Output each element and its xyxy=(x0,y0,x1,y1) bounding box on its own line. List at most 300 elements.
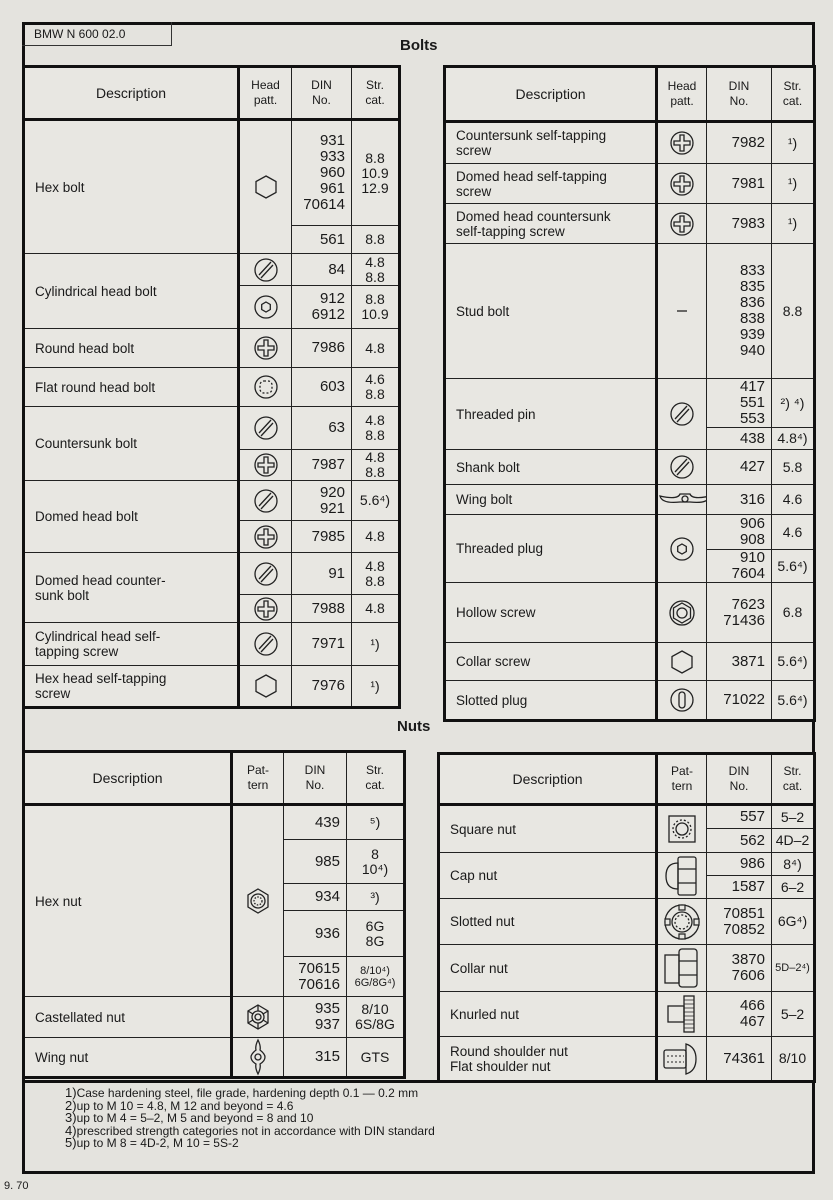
strength-category: 8.8 xyxy=(782,302,803,319)
strength-category-cell xyxy=(772,992,815,1037)
din-number-cell xyxy=(292,286,352,329)
header-line: Str. xyxy=(783,764,802,778)
description-cell xyxy=(24,1038,232,1078)
description-line: Domed head bolt xyxy=(35,509,138,524)
description-line: screw xyxy=(456,143,492,158)
description-line: Cap nut xyxy=(450,868,498,883)
description-cell xyxy=(439,1037,657,1082)
pattern-cell xyxy=(239,407,292,450)
pattern-cell xyxy=(239,286,292,329)
din-number-cell xyxy=(707,1037,772,1082)
strength-category-cell xyxy=(352,595,400,623)
din-number: 906 xyxy=(739,515,765,532)
strength-category-cell xyxy=(352,226,400,254)
castellated-icon xyxy=(245,1008,271,1025)
pattern-cell xyxy=(239,368,292,407)
din-number: 7604 xyxy=(731,565,765,582)
phillips-icon xyxy=(253,339,279,356)
description-cell xyxy=(439,853,657,899)
din-number: 74361 xyxy=(723,1049,765,1067)
din-number-cell xyxy=(707,805,772,829)
hex-icon xyxy=(669,653,695,670)
phillips-icon xyxy=(253,528,279,545)
description-line: Castellated nut xyxy=(35,1009,126,1025)
description-cell xyxy=(445,681,657,721)
knurled-nut-icon xyxy=(664,1005,700,1022)
header-line: cat. xyxy=(365,93,385,107)
pattern-cell xyxy=(239,666,292,708)
strength-category: 5.6⁴) xyxy=(359,492,391,508)
pattern-header xyxy=(239,67,292,120)
din-number: 3870 xyxy=(731,951,765,968)
slot-pill-icon xyxy=(669,691,695,708)
description-cell xyxy=(439,899,657,945)
strength-category: 8.8 xyxy=(365,427,385,443)
din-number-cell xyxy=(292,595,352,623)
description-cell xyxy=(445,379,657,450)
square-nut-icon xyxy=(667,820,697,837)
description-line: Cylindrical head bolt xyxy=(35,283,157,299)
din-number-cell xyxy=(707,244,772,379)
description-line: Countersunk bolt xyxy=(35,436,138,451)
strength-category-cell xyxy=(772,876,815,899)
strength-category-cell xyxy=(772,379,815,428)
din-number: 71436 xyxy=(723,611,765,629)
description-line: Domed head counter- xyxy=(35,572,166,588)
din-number: 910 xyxy=(739,549,765,566)
strength-category-cell xyxy=(352,450,400,481)
strength-category: 6G⁴) xyxy=(777,913,808,929)
header-line: cat. xyxy=(782,779,803,793)
din-number: 7976 xyxy=(311,677,345,694)
din-number: 7982 xyxy=(731,134,765,151)
strength-category-cell xyxy=(772,428,815,450)
strength-category-cell xyxy=(347,840,405,884)
table-row xyxy=(24,368,400,407)
din-number: 1587 xyxy=(731,878,765,895)
din-number-cell xyxy=(707,550,772,583)
header-line: cat. xyxy=(365,778,385,792)
header-line: Str. xyxy=(783,79,802,93)
strength-category-cell xyxy=(352,329,400,368)
description-line: Domed head countersunk xyxy=(456,208,611,224)
footnote-number: 3) xyxy=(65,1110,77,1125)
strength-category: ¹) xyxy=(787,175,798,191)
strength-category-cell xyxy=(772,550,815,583)
footnote-text: up to M 4 = 5–2, M 5 and beyond = 8 and 10 xyxy=(76,1111,314,1125)
din-number: 912 xyxy=(319,290,345,307)
table-row xyxy=(445,204,815,244)
strength-category: 5.6⁴) xyxy=(777,691,808,708)
din-number: 70851 xyxy=(723,904,765,922)
strength-category: 10⁴) xyxy=(361,860,389,877)
din-number-cell xyxy=(284,997,347,1038)
din-number-cell xyxy=(707,829,772,853)
socket-icon xyxy=(669,540,695,557)
description-cell xyxy=(445,244,657,379)
strength-category: 8 xyxy=(371,845,379,862)
description-cell xyxy=(445,450,657,485)
document-id: BMW N 600 02.0 xyxy=(22,22,172,46)
strength-category: 5–2 xyxy=(780,808,805,825)
din-number-cell xyxy=(292,407,352,450)
din-number-cell xyxy=(284,957,347,997)
din-number: 985 xyxy=(314,852,340,870)
pattern-cell xyxy=(239,329,292,368)
din-number: 7988 xyxy=(311,599,345,617)
header-line: tern xyxy=(247,778,269,792)
din-number: 920 xyxy=(319,483,345,501)
description-cell xyxy=(24,666,239,708)
header-line: No. xyxy=(305,778,325,792)
din-number-cell xyxy=(707,876,772,899)
table-row xyxy=(24,407,400,450)
header-line: Head xyxy=(251,78,280,92)
header-line: DIN xyxy=(728,79,750,93)
header-row xyxy=(445,67,815,122)
strength-category: 8.8 xyxy=(365,291,385,307)
strength-category: 8.8 xyxy=(365,386,385,402)
strength-category: ¹) xyxy=(787,215,798,231)
strength-category-cell xyxy=(772,945,815,992)
strength-category-cell xyxy=(772,485,815,515)
wing-nut-icon xyxy=(248,1048,268,1065)
header-line: patt. xyxy=(253,93,278,107)
strength-category-cell xyxy=(347,911,405,957)
table-row xyxy=(445,681,815,721)
table-row xyxy=(439,805,815,829)
footnote-text: Case hardening steel, file grade, hardening depth 0.1 — 0.2 mm xyxy=(76,1086,419,1100)
strength-category: 4.8 xyxy=(365,412,385,428)
din-number: 7985 xyxy=(311,527,345,545)
pattern-cell xyxy=(657,164,707,204)
din-number-cell xyxy=(292,450,352,481)
table-row xyxy=(445,583,815,643)
pattern-cell xyxy=(657,485,707,515)
table-row xyxy=(439,945,815,992)
description-line: Domed head self-tapping xyxy=(456,168,607,184)
pattern-cell xyxy=(657,899,707,945)
header-line: Pat- xyxy=(670,764,693,778)
din-number-cell xyxy=(707,681,772,721)
strength-category: 6.8 xyxy=(782,604,803,620)
table-row xyxy=(24,997,405,1038)
din-number-cell xyxy=(292,120,352,226)
socket-icon xyxy=(253,298,279,315)
collar-nut-icon xyxy=(663,959,701,976)
strength-category: 8/10 xyxy=(361,1001,389,1017)
phillips-icon xyxy=(253,456,279,473)
pattern-cell xyxy=(657,583,707,643)
din-number-cell xyxy=(707,122,772,164)
din-number: 838 xyxy=(739,310,765,327)
table-row xyxy=(445,122,815,164)
din-number: 933 xyxy=(319,148,345,165)
pattern-cell xyxy=(232,1038,284,1078)
description-line: Flat shoulder nut xyxy=(450,1058,551,1074)
footnotes xyxy=(25,1080,812,1168)
table-row xyxy=(439,1037,815,1082)
din-number-cell xyxy=(292,623,352,666)
strength-category-cell xyxy=(352,368,400,407)
pattern-cell xyxy=(657,1037,707,1082)
strength-category: ¹) xyxy=(787,134,798,151)
pattern-cell xyxy=(239,481,292,521)
nuts-title: Nuts xyxy=(397,718,431,735)
din-number-cell xyxy=(707,899,772,945)
din-number-cell xyxy=(284,840,347,884)
strength-category: 4.8 xyxy=(365,557,385,574)
strength-category: 8G xyxy=(365,932,385,949)
description-line: Shank bolt xyxy=(456,459,520,475)
strength-category: 10.9 xyxy=(361,306,389,322)
strength-category: 8/10 xyxy=(778,1050,807,1066)
bolts-title: Bolts xyxy=(400,37,438,54)
strength-category: 8.8 xyxy=(365,231,385,247)
pattern-cell xyxy=(657,515,707,583)
description-line: Wing nut xyxy=(35,1049,89,1065)
strength-header xyxy=(347,752,405,805)
footnote-number: 2) xyxy=(65,1097,77,1113)
description-line: screw xyxy=(35,686,71,701)
header-line: DIN xyxy=(728,764,750,778)
description-line: Collar screw xyxy=(456,654,531,669)
slot-icon xyxy=(253,635,279,652)
din-number-cell xyxy=(707,583,772,643)
header-line: DIN xyxy=(311,78,332,92)
description-line: self-tapping screw xyxy=(456,223,565,239)
strength-category: 8/10⁴) xyxy=(360,964,390,977)
pattern-cell xyxy=(657,379,707,450)
din-number-cell xyxy=(707,515,772,550)
strength-category: 4.8 xyxy=(365,339,385,356)
pattern-cell xyxy=(232,997,284,1038)
description-cell xyxy=(445,515,657,583)
nuts-right-table xyxy=(437,752,816,1083)
header-line: tern xyxy=(671,779,693,793)
din-header xyxy=(707,67,772,122)
pattern-header xyxy=(232,752,284,805)
strength-category-cell xyxy=(352,623,400,666)
footnote xyxy=(65,1137,812,1150)
header-line: cat. xyxy=(782,94,803,108)
pattern-cell xyxy=(657,643,707,681)
slot-icon xyxy=(253,492,279,509)
din-number: 561 xyxy=(319,230,345,248)
description-line: Slotted nut xyxy=(450,914,515,929)
description-cell xyxy=(445,485,657,515)
strength-category: 8.8 xyxy=(365,268,385,285)
din-number-cell xyxy=(292,481,352,521)
strength-category: 4.6 xyxy=(782,523,803,540)
strength-category: 5–2 xyxy=(780,1005,805,1022)
description-cell xyxy=(24,120,239,254)
hex-icon xyxy=(253,178,279,195)
strength-category: 5D–2⁴) xyxy=(775,962,810,974)
strength-category: 5.6⁴) xyxy=(777,557,808,574)
table-row xyxy=(24,623,400,666)
pattern-cell xyxy=(239,595,292,623)
strength-category: 5.6⁴) xyxy=(777,653,808,669)
description-cell xyxy=(24,407,239,481)
din-number: 467 xyxy=(739,1013,765,1030)
strength-category: 4.8⁴) xyxy=(777,430,808,446)
description-cell xyxy=(24,254,239,329)
hex-circle-icon xyxy=(668,604,696,621)
pattern-cell xyxy=(239,623,292,666)
strength-category-cell xyxy=(352,481,400,521)
strength-category: 4.6 xyxy=(365,371,385,387)
strength-category-cell xyxy=(772,122,815,164)
din-number: 7986 xyxy=(311,339,345,356)
table-row xyxy=(439,992,815,1037)
pattern-header xyxy=(657,754,707,805)
description-line: Hex head self-tapping xyxy=(35,671,167,686)
din-number: 934 xyxy=(314,888,340,905)
description-line: Stud bolt xyxy=(456,303,510,319)
strength-category-cell xyxy=(352,120,400,226)
din-number: 7981 xyxy=(731,174,765,192)
pattern-cell xyxy=(232,805,284,997)
strength-category-cell xyxy=(347,957,405,997)
din-number-cell xyxy=(292,521,352,553)
strength-category-cell xyxy=(772,164,815,204)
din-number-cell xyxy=(292,226,352,254)
pattern-cell xyxy=(239,553,292,595)
description-line: tapping screw xyxy=(35,644,119,659)
table-row xyxy=(445,379,815,428)
header-row xyxy=(24,67,400,120)
din-header xyxy=(292,67,352,120)
din-number: 70615 xyxy=(298,959,340,977)
strength-category-cell xyxy=(772,515,815,550)
table-row xyxy=(439,853,815,876)
table-row xyxy=(24,329,400,368)
footnote-number: 5) xyxy=(65,1135,77,1150)
description-line: sunk bolt xyxy=(35,587,90,603)
header-line: No. xyxy=(312,93,331,107)
strength-category-cell xyxy=(772,643,815,681)
strength-category-cell xyxy=(347,997,405,1038)
strength-category: ⁵) xyxy=(369,814,381,830)
din-number-cell xyxy=(707,485,772,515)
description-cell xyxy=(445,122,657,164)
strength-category-cell xyxy=(347,805,405,840)
din-number: 3871 xyxy=(731,652,765,670)
din-number: 835 xyxy=(739,278,765,295)
strength-category: 12.9 xyxy=(361,179,389,196)
din-number: 908 xyxy=(739,531,765,548)
shoulder-nut-icon xyxy=(662,1050,702,1067)
strength-category-cell xyxy=(772,1037,815,1082)
din-number: 7606 xyxy=(731,967,765,984)
din-number-cell xyxy=(292,666,352,708)
description-header: Description xyxy=(445,67,657,122)
slot-icon xyxy=(253,565,279,582)
header-line: patt. xyxy=(670,94,694,108)
table-row xyxy=(445,244,815,379)
header-line: Head xyxy=(667,79,697,93)
din-number: 562 xyxy=(739,831,765,849)
footnote-number: 4) xyxy=(65,1122,77,1138)
pattern-cell xyxy=(657,681,707,721)
description-cell xyxy=(439,805,657,853)
footnote-text: up to M 10 = 4.8, M 12 and beyond = 4.6 xyxy=(76,1098,294,1113)
description-line: Slotted plug xyxy=(456,692,528,708)
description-cell xyxy=(24,805,232,997)
din-number: 417 xyxy=(739,378,765,395)
description-cell xyxy=(24,368,239,407)
phillips-icon xyxy=(669,175,695,192)
strength-category: 4.8 xyxy=(365,449,385,465)
strength-category: 6S/8G xyxy=(355,1016,395,1032)
pattern-cell xyxy=(657,204,707,244)
header-line: Str. xyxy=(365,763,384,777)
description-cell xyxy=(445,164,657,204)
strength-category: ¹) xyxy=(370,635,380,652)
footnote-number: 1) xyxy=(65,1085,77,1100)
strength-category-cell xyxy=(772,583,815,643)
din-number: 91 xyxy=(328,564,345,582)
table-row xyxy=(24,481,400,521)
slot-icon xyxy=(253,261,279,278)
pattern-cell xyxy=(657,853,707,899)
wing-icon xyxy=(658,491,707,508)
din-number-cell xyxy=(707,379,772,428)
din-number: 603 xyxy=(319,378,345,395)
pattern-cell xyxy=(657,122,707,164)
din-number: 7623 xyxy=(731,595,765,613)
din-number: 63 xyxy=(328,419,345,436)
strength-category: ¹) xyxy=(370,677,380,694)
strength-header xyxy=(352,67,400,120)
description-line: Round shoulder nut xyxy=(450,1043,568,1059)
description-line: Wing bolt xyxy=(456,492,513,507)
din-number: 439 xyxy=(314,813,340,831)
strength-category-cell xyxy=(352,521,400,553)
table-row xyxy=(445,515,815,550)
din-number-cell xyxy=(292,553,352,595)
strength-category-cell xyxy=(352,407,400,450)
description-line: Cylindrical head self- xyxy=(35,629,161,644)
din-number-cell xyxy=(707,643,772,681)
din-number-cell xyxy=(284,884,347,911)
slot-icon xyxy=(669,405,695,422)
din-header xyxy=(284,752,347,805)
strength-category-cell xyxy=(772,853,815,876)
description-header: Description xyxy=(24,67,239,120)
description-cell xyxy=(439,992,657,1037)
strength-category: 6G/8G⁴) xyxy=(354,976,396,989)
pattern-cell xyxy=(239,521,292,553)
din-number: 935 xyxy=(314,1000,340,1017)
description-cell xyxy=(24,329,239,368)
din-number-cell xyxy=(707,164,772,204)
strength-category: 5.8 xyxy=(782,458,803,475)
din-number: 936 xyxy=(314,924,340,942)
strength-category-cell xyxy=(772,450,815,485)
din-number: 7983 xyxy=(731,214,765,232)
description-cell xyxy=(445,204,657,244)
table-row xyxy=(439,899,815,945)
din-number: 315 xyxy=(314,1048,340,1065)
pattern-cell xyxy=(657,244,707,379)
strength-category: 6G xyxy=(365,917,385,934)
slot-icon xyxy=(253,419,279,436)
phillips-icon xyxy=(253,600,279,617)
strength-category: ³) xyxy=(370,888,380,905)
din-number: 84 xyxy=(328,260,345,278)
